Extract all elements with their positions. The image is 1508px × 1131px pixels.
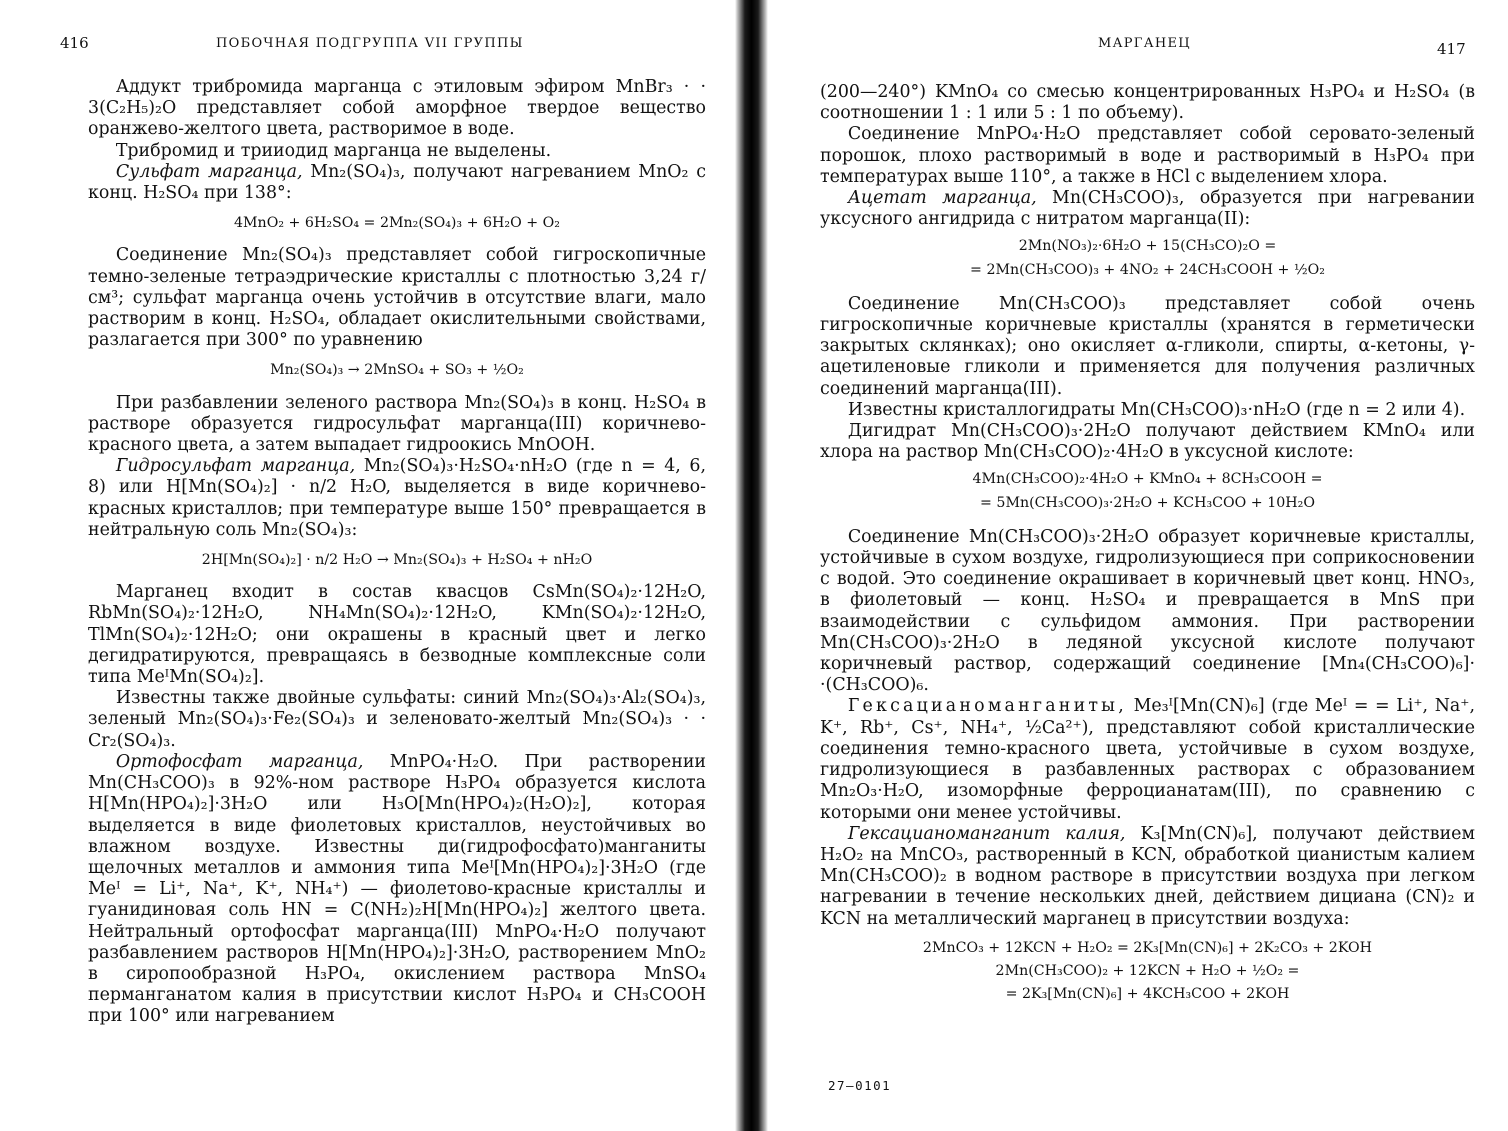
- paragraph: [88, 162, 706, 204]
- equation: 2Mn(NO₃)₂·6H₂O + 15(CH₃CO)₂O =: [1018, 238, 1277, 255]
- left-running-head: ПОБОЧНАЯ ПОДГРУППА VII ГРУППЫ: [216, 36, 524, 51]
- paragraph: [88, 752, 706, 1028]
- paragraph: При разбавлении зеленого раствора Mn₂(SO₄)₃ в конц. H₂SO₄ в растворе образуется гидросульфат марганца(III) коричнево-красного цвета, а затем выпадает гидроокись MnOOH.: [88, 392, 706, 456]
- equation: 4MnO₂ + 6H₂SO₄ = 2Mn₂(SO₄)₃ + 6H₂O + O₂: [234, 215, 560, 232]
- book-spine-shadow: [735, 0, 768, 1131]
- left-text-block: [88, 77, 706, 1028]
- right-text-block: [820, 82, 1475, 1007]
- term: Гексацианоманганиты,: [847, 696, 1127, 717]
- equation: Mn₂(SO₄)₃ → 2MnSO₄ + SO₃ + ½O₂: [270, 362, 524, 379]
- paragraph: [88, 456, 706, 541]
- term: Ортофосфат марганца,: [115, 751, 364, 772]
- right-page-number: 417: [1437, 40, 1466, 58]
- paragraph: Соединение Mn(CH₃COO)₃ представляет собой очень гигроскопичные коричневые кристаллы (хранятся в герметически закрытых склянках); оно окисляет α-гликоли, спирты, α-кетоны, γ-ацетиленовые гликоли и применяется для получения различных соединений марганца(III).: [820, 293, 1475, 399]
- paragraph: Известны также двойные сульфаты: синий Mn₂(SO₄)₃·Al₂(SO₄)₃, зеленый Mn₂(SO₄)₃·Fe₂(SO₄)₃ и зеленовато-желтый Mn₂(SO₄)₃ · · Cr₂(SO₄)₃.: [88, 688, 706, 751]
- paragraph-text: Mn₂(SO₄)₃, получают нагреванием MnO₂ с конц. H₂SO₄ при 138°:: [88, 161, 706, 204]
- printer-signature: 27—0101: [828, 1078, 892, 1093]
- paragraph: [820, 824, 1475, 930]
- term: Ацетат марганца,: [847, 188, 1037, 209]
- equation: 2H[Mn(SO₄)₂] · n/2 H₂O → Mn₂(SO₄)₃ + H₂SO₄ + nH₂O: [201, 552, 593, 569]
- right-running-head: МАРГАНЕЦ: [1098, 36, 1191, 51]
- equation: 4Mn(CH₃COO)₂·4H₂O + KMnO₄ + 8CH₃COOH =: [972, 471, 1323, 488]
- equation: 2MnCO₃ + 12KCN + H₂O₂ = 2K₃[Mn(CN)₆] + 2K₂CO₃ + 2KOH: [922, 939, 1373, 956]
- paragraph: Аддукт трибромида марганца с этиловым эфиром MnBr₃ · · 3(C₂H₅)₂O представляет собой аморфное твердое вещество оранжево-желтого цвета, растворимое в воде.: [88, 77, 706, 140]
- paragraph: (200—240°) KMnO₄ со смесью концентрированных H₃PO₄ и H₂SO₄ (в соотношении 1 : 1 или 5 : 1 по объему).: [820, 82, 1475, 124]
- paragraph-text: K₃[Mn(CN)₆], получают действием H₂O₂ на MnCO₃, растворенный в KCN, обработкой цианистым калием Mn(CH₃COO)₂ в водном растворе в присутствии воздуха при легком нагревании в течение нескольких дней, действием дициана (CN)₂ и KCN на металлический марганец в присутствии воздуха:: [820, 823, 1475, 929]
- paragraph-text: MnPO₄·H₂O. При растворении Mn(CH₃COO)₃ в 92%-ном растворе H₃PO₄ образуется кислота H[Mn(HPO₄)₂]·3H₂O или H₃O[Mn(HPO₄)₂(H₂O)₂], которая выделяется в виде фиолетовых кристаллов, неустойчивых во влажном воздухе. Известны ди(гидрофосфато)манганиты щелочных металлов и аммония типа Meᴵ[Mn(HPO₄)₂]·3H₂O (где Meᴵ = Li⁺, Na⁺, K⁺, NH₄⁺) — фиолетово-красные кристаллы и гуанидиновая соль HN = C(NH₂)₂H[Mn(HPO₄)₂] желтого цвета. Нейтральный ортофосфат марганца(III) MnPO₄·H₂O получают разбавлением растворов H[Mn(HPO₄)₂]·3H₂O, растворением MnO₂ в сиропообразной H₃PO₄, окислением раствора MnSO₄ перманганатом калия в присутствии кислот H₃PO₄ и CH₃COOH при 100° или нагреванием: [88, 751, 707, 1027]
- equation: = 2K₃[Mn(CN)₆] + 4KCH₃COO + 2KOH: [1005, 986, 1290, 1003]
- equation: = 5Mn(CH₃COO)₃·2H₂O + KCH₃COO + 10H₂O: [980, 494, 1315, 511]
- term: Сульфат марганца,: [115, 161, 303, 182]
- paragraph-text: Mn(CH₃COO)₃, образуется при нагревании уксусного ангидрида с нитратом марганца(II):: [820, 188, 1475, 230]
- paragraph: Соединение Mn₂(SO₄)₃ представляет собой гигроскопичные темно-зеленые тетраэдрические кристаллы с плотностью 3,24 г/см³; сульфат марганца очень устойчив в отсутствие влаги, мало растворим в конц. H₂SO₄, обладает окислительными свойствами, разлагается при 300° по уравнению: [88, 245, 706, 351]
- equation: = 2Mn(CH₃COO)₃ + 4NO₂ + 24CH₃COOH + ½O₂: [970, 261, 1325, 278]
- left-page: [0, 0, 735, 1131]
- paragraph-text: Me₃ᴵ[Mn(CN)₆] (где Meᴵ = = Li⁺, Na⁺, K⁺, Rb⁺, Cs⁺, NH₄⁺, ½Ca²⁺), представляют собой кристаллические соединения темно-красного цвета, устойчивые в сухом воздухе, гидролизующиеся в разбавленных растворах с образованием Mn₂O₃·H₂O, изоморфные ферроцианатам(III), по сравнению с которыми они менее устойчивы.: [820, 696, 1475, 823]
- paragraph: Марганец входит в состав квасцов CsMn(SO₄)₂·12H₂O, RbMn(SO₄)₂·12H₂O, NH₄Mn(SO₄)₂·12H₂O, KMn(SO₄)₂·12H₂O, TlMn(SO₄)₂·12H₂O; они окрашены в красный цвет и легко дегидратируются, превращаясь в безводные комплексные соли типа MeᴵMn(SO₄)₂].: [88, 582, 706, 688]
- paragraph: Соединение MnPO₄·H₂O представляет собой серовато-зеленый порошок, плохо растворимый в воде и растворимый в H₃PO₄ при температурах выше 110°, а также в HCl с выделением хлора.: [820, 124, 1475, 187]
- left-page-number: 416: [60, 34, 89, 52]
- paragraph: [820, 696, 1475, 823]
- term: Гидросульфат марганца,: [115, 456, 356, 477]
- equation: 2Mn(CH₃COO)₂ + 12KCN + H₂O + ½O₂ =: [995, 962, 1300, 979]
- paragraph: [820, 188, 1475, 230]
- paragraph: Дигидрат Mn(CH₃COO)₃·2H₂O получают действием KMnO₄ или хлора на раствор Mn(CH₃COO)₂·4H₂O в уксусной кислоте:: [820, 421, 1475, 463]
- paragraph: Соединение Mn(CH₃COO)₃·2H₂O образует коричневые кристаллы, устойчивые в сухом воздухе, гидролизующиеся при соприкосновении с водой. Это соединение окрашивает в коричневый цвет конц. HNO₃, в фиолетовый — конц. H₂SO₄ и превращается в MnS при взаимодействии с сульфидом аммония. При растворении Mn(CH₃COO)₃·2H₂O в ледяной уксусной кислоте получают коричневый раствор, содержащий соединение [Mn₄(CH₃COO)₆]· ·(CH₃COO)₆.: [820, 526, 1475, 696]
- term: Гексацианоманганит калия,: [847, 823, 1126, 844]
- right-page: [768, 0, 1508, 1131]
- paragraph: Известны кристаллогидраты Mn(CH₃COO)₃·nH₂O (где n = 2 или 4).: [847, 399, 1466, 420]
- paragraph: Трибромид и трииодид марганца не выделены.: [115, 140, 552, 161]
- paragraph-text: Mn₂(SO₄)₃·H₂SO₄·nH₂O (где n = 4, 6, 8) или H[Mn(SO₄)₂] · n/2 H₂O, выделяется в виде коричнево-красных кристаллов; при температуре выше 150° превращается в нейтральную соль Mn₂(SO₄)₃:: [88, 456, 706, 540]
